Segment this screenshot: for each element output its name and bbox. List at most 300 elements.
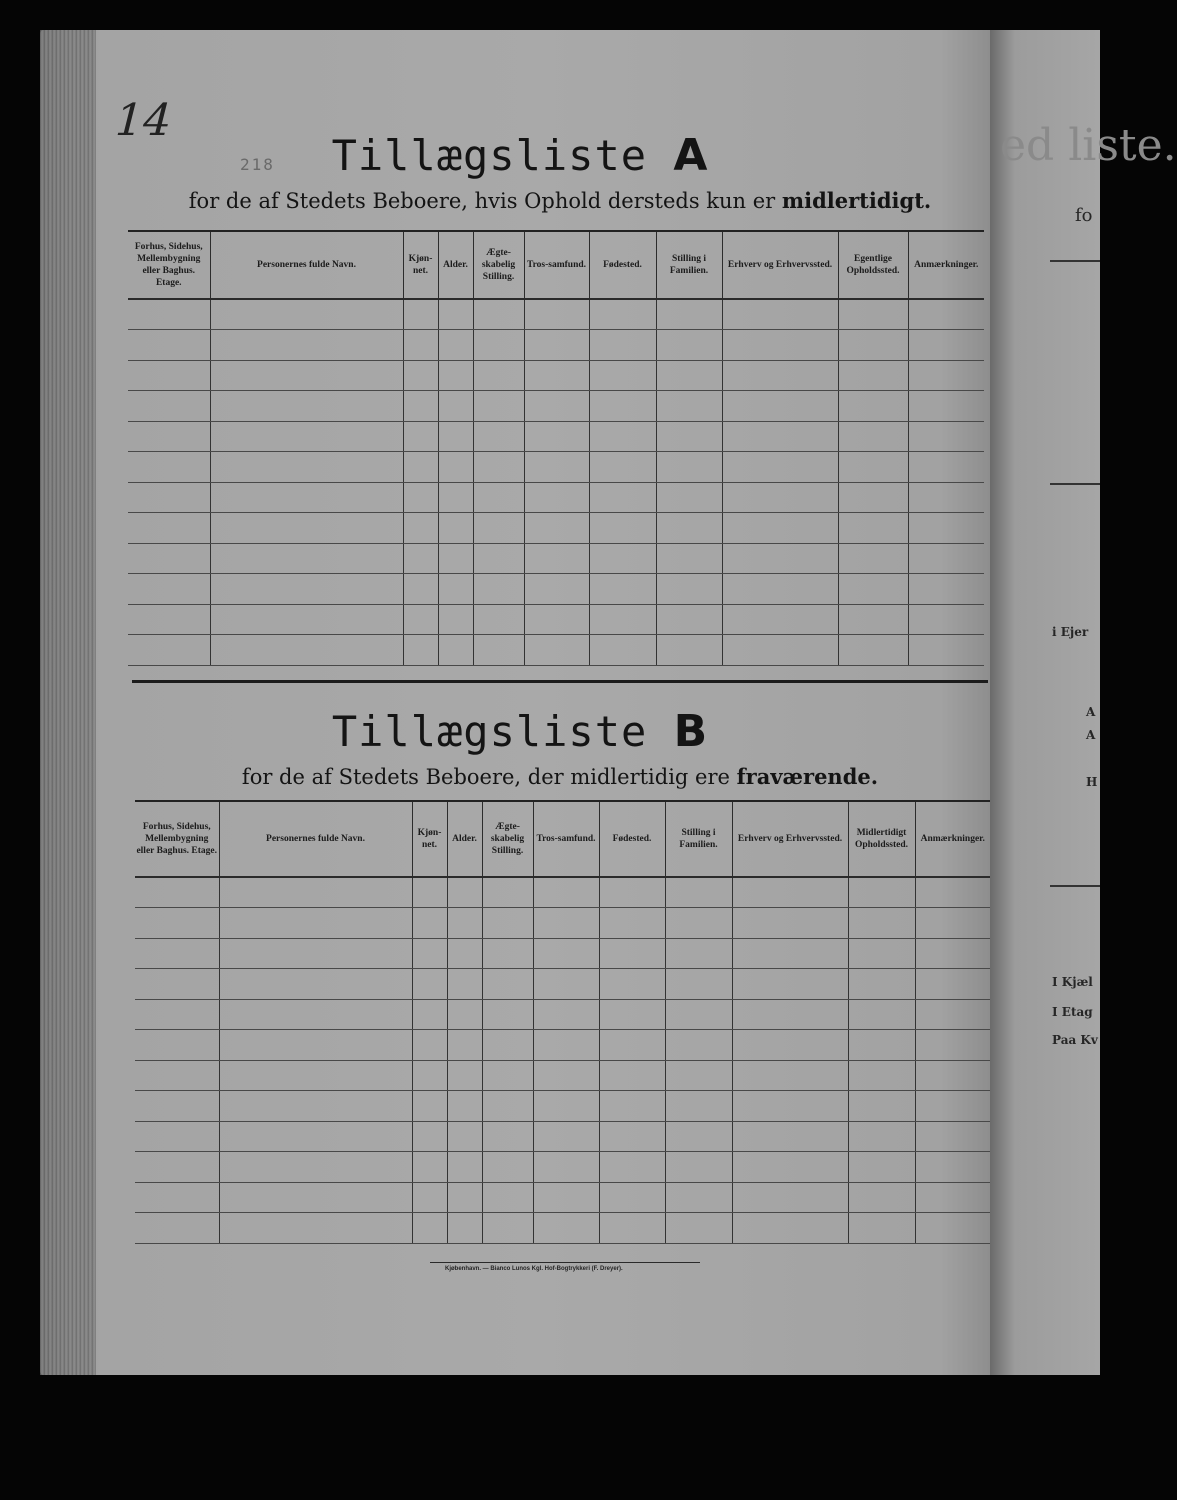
empty-cell (732, 877, 848, 908)
empty-cell (219, 938, 412, 969)
table-row (135, 1121, 990, 1152)
empty-cell (128, 452, 210, 483)
table-row (135, 1060, 990, 1091)
empty-cell (447, 1060, 482, 1091)
empty-cell (533, 999, 599, 1030)
empty-cell (848, 1121, 915, 1152)
empty-cell (482, 1121, 533, 1152)
empty-cell (732, 938, 848, 969)
empty-cell (599, 1121, 665, 1152)
table-row (135, 969, 990, 1000)
empty-cell (128, 604, 210, 635)
empty-cell (838, 452, 908, 483)
list-b-col-header: Ægte-skabelig Stilling. (482, 801, 533, 877)
empty-cell (210, 574, 403, 605)
facing-rule-1 (1050, 260, 1100, 262)
empty-cell (848, 1213, 915, 1244)
empty-cell (589, 482, 656, 513)
facing-page-fragment (990, 30, 1177, 1375)
empty-cell (219, 1121, 412, 1152)
empty-cell (722, 360, 838, 391)
empty-cell (403, 391, 438, 422)
empty-cell (915, 1121, 990, 1152)
empty-cell (589, 421, 656, 452)
list-b-subtitle-text: for de af Stedets Beboere, der midlertidig ere (241, 765, 737, 789)
empty-cell (908, 330, 984, 361)
empty-cell (219, 999, 412, 1030)
table-row (128, 421, 984, 452)
empty-cell (665, 1060, 732, 1091)
empty-cell (908, 543, 984, 574)
table-row (135, 1182, 990, 1213)
empty-cell (219, 1030, 412, 1061)
empty-cell (128, 391, 210, 422)
list-b-col-header: Kjøn-net. (412, 801, 447, 877)
empty-cell (438, 574, 473, 605)
empty-cell (219, 877, 412, 908)
empty-cell (838, 391, 908, 422)
empty-cell (482, 1060, 533, 1091)
empty-cell (665, 908, 732, 939)
empty-cell (656, 635, 722, 666)
empty-cell (403, 299, 438, 330)
empty-cell (524, 299, 589, 330)
empty-cell (599, 969, 665, 1000)
list-b-col-header: Personernes fulde Navn. (219, 801, 412, 877)
list-a-col-header: Ægte-skabelig Stilling. (473, 231, 524, 299)
empty-cell (722, 482, 838, 513)
empty-cell (915, 1030, 990, 1061)
empty-cell (599, 999, 665, 1030)
empty-cell (135, 1182, 219, 1213)
empty-cell (533, 1182, 599, 1213)
empty-cell (665, 938, 732, 969)
empty-cell (665, 1182, 732, 1213)
empty-cell (589, 543, 656, 574)
list-a-subtitle-text: for de af Stedets Beboere, hvis Ophold dersteds kun er (188, 189, 782, 213)
empty-cell (447, 969, 482, 1000)
empty-cell (447, 1030, 482, 1061)
page-edge-stack (40, 30, 96, 1375)
empty-cell (412, 969, 447, 1000)
empty-cell (524, 574, 589, 605)
empty-cell (524, 330, 589, 361)
empty-cell (210, 543, 403, 574)
empty-cell (210, 513, 403, 544)
empty-cell (447, 938, 482, 969)
list-a-col-header: Alder. (438, 231, 473, 299)
empty-cell (589, 330, 656, 361)
empty-cell (403, 574, 438, 605)
empty-cell (722, 330, 838, 361)
empty-cell (589, 635, 656, 666)
table-row (135, 1213, 990, 1244)
table-row (128, 391, 984, 422)
empty-cell (848, 1060, 915, 1091)
empty-cell (438, 391, 473, 422)
empty-cell (403, 513, 438, 544)
empty-cell (412, 1182, 447, 1213)
empty-cell (599, 908, 665, 939)
empty-cell (473, 421, 524, 452)
empty-cell (135, 999, 219, 1030)
table-row (135, 1091, 990, 1122)
empty-cell (838, 574, 908, 605)
empty-cell (533, 1213, 599, 1244)
empty-cell (210, 330, 403, 361)
empty-cell (665, 1121, 732, 1152)
empty-cell (589, 513, 656, 544)
list-b-col-header: Midlertidigt Opholdssted. (848, 801, 915, 877)
list-a-title (40, 130, 1000, 181)
empty-cell (210, 299, 403, 330)
list-b-col-header: Erhverv og Erhvervssted. (732, 801, 848, 877)
empty-cell (438, 299, 473, 330)
empty-cell (128, 330, 210, 361)
empty-cell (412, 1030, 447, 1061)
empty-cell (722, 543, 838, 574)
printer-imprint: Kjøbenhavn. — Bianco Lunos Kgl. Hof-Bogtrykkeri (F. Dreyer). (445, 1266, 623, 1272)
empty-cell (533, 1121, 599, 1152)
empty-cell (412, 1213, 447, 1244)
empty-cell (908, 604, 984, 635)
empty-cell (135, 1030, 219, 1061)
empty-cell (665, 1152, 732, 1183)
list-b-col-header: Forhus, Sidehus, Mellembygning eller Baghus. Etage. (135, 801, 219, 877)
empty-cell (403, 330, 438, 361)
empty-cell (403, 360, 438, 391)
empty-cell (524, 452, 589, 483)
empty-cell (438, 421, 473, 452)
empty-cell (438, 330, 473, 361)
list-a-col-header: Stilling i Familien. (656, 231, 722, 299)
empty-cell (848, 1030, 915, 1061)
empty-cell (219, 1213, 412, 1244)
empty-cell (908, 635, 984, 666)
empty-cell (848, 1152, 915, 1183)
facing-heading: ed liste. (1000, 120, 1177, 171)
table-row (128, 635, 984, 666)
empty-cell (135, 877, 219, 908)
empty-cell (412, 999, 447, 1030)
empty-cell (533, 969, 599, 1000)
empty-cell (732, 1091, 848, 1122)
empty-cell (915, 938, 990, 969)
empty-cell (438, 635, 473, 666)
empty-cell (219, 1091, 412, 1122)
empty-cell (656, 482, 722, 513)
empty-cell (908, 574, 984, 605)
empty-cell (656, 543, 722, 574)
empty-cell (656, 452, 722, 483)
empty-cell (403, 421, 438, 452)
empty-cell (848, 969, 915, 1000)
empty-cell (722, 635, 838, 666)
empty-cell (533, 908, 599, 939)
empty-cell (589, 360, 656, 391)
empty-cell (915, 1213, 990, 1244)
empty-cell (135, 908, 219, 939)
empty-cell (908, 360, 984, 391)
empty-cell (722, 574, 838, 605)
empty-cell (665, 877, 732, 908)
empty-cell (838, 604, 908, 635)
facing-line-4: H (1086, 775, 1098, 789)
table-row (135, 877, 990, 908)
empty-cell (473, 452, 524, 483)
empty-cell (915, 1060, 990, 1091)
empty-cell (482, 1152, 533, 1183)
list-b-subtitle-bold: fraværende. (736, 764, 879, 789)
empty-cell (599, 1182, 665, 1213)
empty-cell (210, 421, 403, 452)
empty-cell (599, 938, 665, 969)
empty-cell (482, 877, 533, 908)
empty-cell (128, 482, 210, 513)
list-a-body (128, 299, 984, 665)
list-a-col-header: Tros-samfund. (524, 231, 589, 299)
empty-cell (135, 1213, 219, 1244)
empty-cell (524, 360, 589, 391)
empty-cell (128, 513, 210, 544)
table-row (135, 999, 990, 1030)
empty-cell (722, 513, 838, 544)
list-b-title-text: Tillægsliste (331, 707, 648, 756)
empty-cell (128, 299, 210, 330)
empty-cell (482, 908, 533, 939)
table-row (128, 574, 984, 605)
table-row (128, 360, 984, 391)
empty-cell (656, 330, 722, 361)
empty-cell (589, 574, 656, 605)
empty-cell (412, 1121, 447, 1152)
list-b-table (135, 800, 990, 1244)
empty-cell (665, 969, 732, 1000)
list-b-header-row (135, 801, 990, 877)
table-row (128, 513, 984, 544)
empty-cell (589, 391, 656, 422)
empty-cell (656, 604, 722, 635)
empty-cell (915, 1182, 990, 1213)
empty-cell (473, 604, 524, 635)
empty-cell (482, 1182, 533, 1213)
list-b-col-header: Fødested. (599, 801, 665, 877)
empty-cell (403, 604, 438, 635)
empty-cell (219, 1182, 412, 1213)
empty-cell (838, 421, 908, 452)
empty-cell (722, 604, 838, 635)
empty-cell (210, 482, 403, 513)
empty-cell (915, 1152, 990, 1183)
empty-cell (732, 969, 848, 1000)
empty-cell (473, 574, 524, 605)
tally-mark: 14 (108, 95, 178, 146)
empty-cell (599, 877, 665, 908)
empty-cell (524, 635, 589, 666)
empty-cell (732, 1121, 848, 1152)
empty-cell (219, 969, 412, 1000)
empty-cell (135, 1060, 219, 1091)
empty-cell (447, 1213, 482, 1244)
list-b-col-header: Tros-samfund. (533, 801, 599, 877)
empty-cell (524, 391, 589, 422)
empty-cell (848, 999, 915, 1030)
facing-rule-3 (1050, 885, 1100, 887)
empty-cell (848, 1182, 915, 1213)
census-form-page (40, 30, 1000, 1375)
table-row (135, 1030, 990, 1061)
empty-cell (473, 330, 524, 361)
empty-cell (838, 330, 908, 361)
empty-cell (438, 482, 473, 513)
list-a-col-header: Egentlige Opholdssted. (838, 231, 908, 299)
empty-cell (599, 1213, 665, 1244)
empty-cell (524, 604, 589, 635)
facing-sub: fo (1075, 205, 1093, 226)
empty-cell (656, 421, 722, 452)
empty-cell (403, 452, 438, 483)
empty-cell (135, 969, 219, 1000)
list-a-title-text: Tillægsliste (331, 131, 648, 180)
empty-cell (438, 452, 473, 483)
empty-cell (128, 574, 210, 605)
empty-cell (915, 908, 990, 939)
empty-cell (908, 482, 984, 513)
empty-cell (438, 513, 473, 544)
list-a-subtitle (40, 188, 1040, 213)
empty-cell (599, 1091, 665, 1122)
empty-cell (210, 604, 403, 635)
empty-cell (533, 1152, 599, 1183)
empty-cell (438, 604, 473, 635)
list-a-col-header: Erhverv og Erhvervssted. (722, 231, 838, 299)
table-row (128, 452, 984, 483)
empty-cell (473, 513, 524, 544)
empty-cell (656, 391, 722, 422)
empty-cell (908, 452, 984, 483)
empty-cell (838, 482, 908, 513)
empty-cell (482, 999, 533, 1030)
facing-line-5: I Kjæl (1052, 975, 1093, 989)
empty-cell (403, 543, 438, 574)
empty-cell (599, 1060, 665, 1091)
empty-cell (838, 513, 908, 544)
empty-cell (915, 877, 990, 908)
facing-rule-2 (1050, 483, 1100, 485)
empty-cell (524, 543, 589, 574)
empty-cell (524, 482, 589, 513)
empty-cell (219, 1060, 412, 1091)
empty-cell (838, 360, 908, 391)
table-row (135, 938, 990, 969)
empty-cell (482, 938, 533, 969)
empty-cell (656, 513, 722, 544)
table-row (128, 604, 984, 635)
empty-cell (210, 391, 403, 422)
empty-cell (128, 421, 210, 452)
empty-cell (656, 360, 722, 391)
empty-cell (533, 1091, 599, 1122)
empty-cell (412, 1060, 447, 1091)
empty-cell (915, 969, 990, 1000)
empty-cell (447, 999, 482, 1030)
empty-cell (524, 513, 589, 544)
table-row (128, 482, 984, 513)
empty-cell (210, 360, 403, 391)
empty-cell (533, 1030, 599, 1061)
empty-cell (482, 1030, 533, 1061)
list-b-col-header: Anmærkninger. (915, 801, 990, 877)
list-a-letter: A (673, 130, 709, 181)
empty-cell (128, 543, 210, 574)
empty-cell (412, 908, 447, 939)
empty-cell (447, 908, 482, 939)
empty-cell (732, 908, 848, 939)
list-a-col-header: Personernes fulde Navn. (210, 231, 403, 299)
list-a-col-header: Anmærkninger. (908, 231, 984, 299)
list-a-col-header: Kjøn-net. (403, 231, 438, 299)
facing-line-3: A (1086, 728, 1096, 742)
empty-cell (403, 482, 438, 513)
list-b-letter: B (673, 706, 709, 757)
empty-cell (848, 877, 915, 908)
list-b-col-header: Stilling i Familien. (665, 801, 732, 877)
empty-cell (412, 877, 447, 908)
empty-cell (219, 908, 412, 939)
empty-cell (722, 421, 838, 452)
table-row (128, 543, 984, 574)
empty-cell (665, 1030, 732, 1061)
table-row (128, 330, 984, 361)
empty-cell (732, 1030, 848, 1061)
empty-cell (473, 299, 524, 330)
empty-cell (473, 635, 524, 666)
list-a-subtitle-bold: midlertidigt. (781, 188, 932, 213)
empty-cell (128, 360, 210, 391)
imprint-rule (430, 1262, 700, 1263)
empty-cell (915, 1091, 990, 1122)
empty-cell (732, 1152, 848, 1183)
empty-cell (732, 999, 848, 1030)
list-b-title (40, 706, 1000, 757)
table-row (135, 1152, 990, 1183)
empty-cell (908, 299, 984, 330)
empty-cell (599, 1030, 665, 1061)
list-a-col-header: Fødested. (589, 231, 656, 299)
empty-cell (656, 574, 722, 605)
list-b-col-header: Alder. (447, 801, 482, 877)
empty-cell (135, 1121, 219, 1152)
empty-cell (838, 299, 908, 330)
empty-cell (722, 391, 838, 422)
empty-cell (656, 299, 722, 330)
empty-cell (665, 999, 732, 1030)
empty-cell (665, 1091, 732, 1122)
empty-cell (665, 1213, 732, 1244)
empty-cell (447, 1091, 482, 1122)
empty-cell (438, 543, 473, 574)
empty-cell (447, 877, 482, 908)
empty-cell (482, 1091, 533, 1122)
empty-cell (482, 1213, 533, 1244)
page-number: 218 (240, 155, 275, 174)
empty-cell (915, 999, 990, 1030)
empty-cell (838, 543, 908, 574)
empty-cell (848, 1091, 915, 1122)
empty-cell (438, 360, 473, 391)
empty-cell (135, 1152, 219, 1183)
empty-cell (473, 482, 524, 513)
